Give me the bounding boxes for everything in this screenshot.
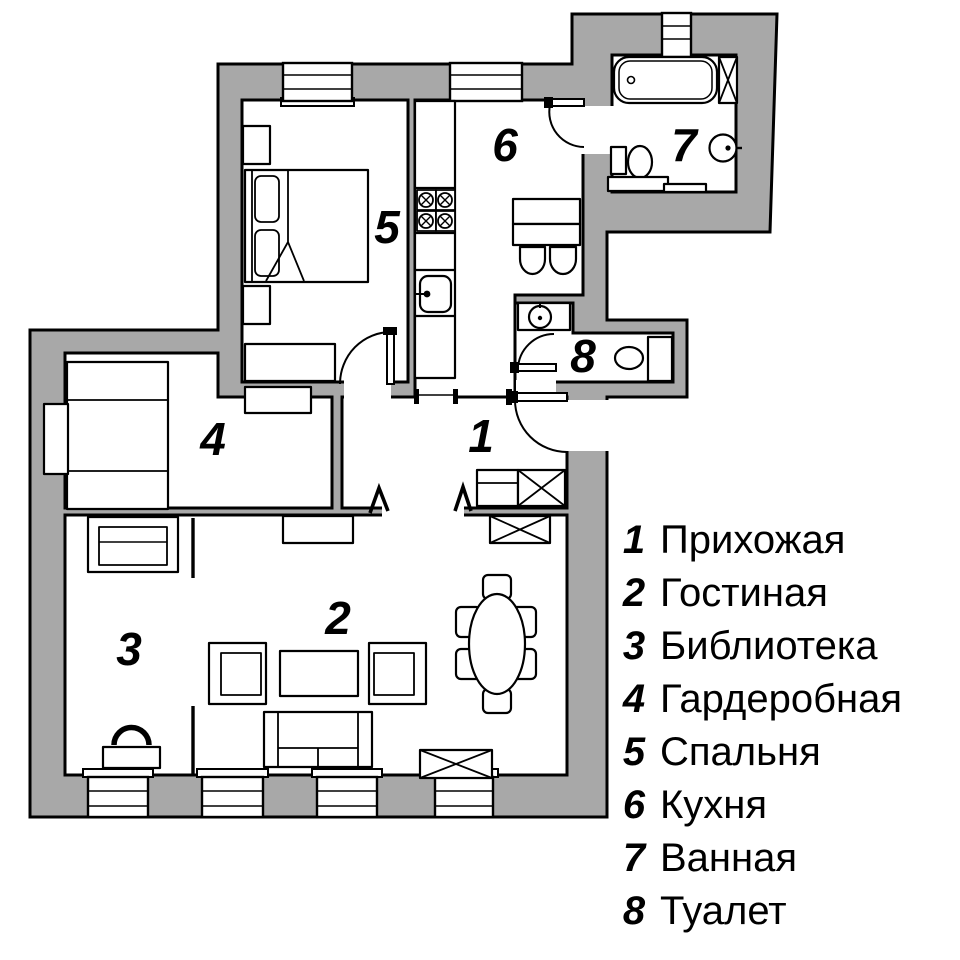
legend-label: Прихожая	[660, 518, 846, 562]
pillow	[255, 176, 279, 222]
legend-label: Туалет	[660, 889, 787, 933]
bedroom-window	[281, 63, 354, 106]
washbasin-drain	[538, 316, 542, 320]
armchair	[209, 643, 266, 704]
kitchen-window	[450, 63, 522, 101]
bedroom-door-opening	[344, 379, 391, 399]
legend-number: 3	[622, 624, 646, 668]
room-number-toilet: 8	[570, 330, 596, 382]
legend-number: 1	[622, 518, 646, 562]
cabinet-x	[719, 57, 737, 103]
nightstand	[243, 286, 270, 324]
legend-label: Гостиная	[660, 571, 828, 615]
legend-item	[618, 677, 902, 730]
legend-label: Библиотека	[660, 624, 878, 668]
corridor-opening	[418, 392, 455, 401]
bathroom-door-opening	[581, 106, 615, 154]
hall-living-opening	[382, 505, 464, 518]
chair	[550, 247, 576, 274]
dining-set	[456, 575, 536, 713]
living-window-2	[312, 769, 382, 817]
legend-label: Гардеробная	[660, 677, 902, 721]
legend	[618, 518, 902, 942]
living-window-1	[197, 769, 268, 817]
chair	[520, 247, 545, 274]
room-number-wardrobe: 4	[200, 413, 226, 465]
armchair	[369, 643, 426, 704]
toilet-bowl	[615, 347, 643, 369]
bathroom-counter	[608, 177, 668, 191]
room-number-kitchen: 6	[492, 119, 518, 171]
toilet-door	[510, 334, 556, 373]
pillow	[255, 230, 279, 276]
legend-item	[618, 889, 902, 942]
console-table	[283, 516, 353, 543]
legend-label: Спальня	[660, 730, 821, 774]
cabinet-x	[420, 750, 492, 778]
nightstand	[243, 126, 270, 164]
toilet-cistern	[648, 337, 672, 381]
stove	[417, 190, 455, 231]
bedroom-door	[340, 327, 397, 384]
room-number-bedroom: 5	[374, 201, 400, 253]
kitchen-sink	[416, 276, 451, 312]
bedroom-furniture	[243, 126, 368, 381]
closet	[67, 362, 168, 509]
room-number-library: 3	[116, 623, 142, 675]
legend-item	[618, 783, 902, 836]
legend-label: Ванная	[660, 836, 798, 880]
dresser	[245, 387, 311, 413]
kitchen-counter	[415, 101, 455, 378]
desk	[103, 747, 160, 768]
bathtub-drain	[628, 77, 635, 84]
legend-number: 4	[622, 677, 646, 721]
room-number-living: 2	[325, 592, 351, 644]
legend-number: 8	[622, 889, 646, 933]
bathroom-window	[662, 13, 691, 57]
sofa	[264, 712, 372, 767]
legend-number: 2	[622, 571, 646, 615]
hallway-furniture	[477, 470, 565, 543]
toilet-cistern	[611, 147, 626, 174]
kitchen-table	[513, 224, 580, 245]
entry-door-opening	[563, 400, 611, 451]
bathroom-shelf	[664, 184, 706, 192]
legend-number: 5	[622, 730, 646, 774]
legend-number: 6	[622, 783, 646, 827]
legend-label: Кухня	[660, 783, 768, 827]
toilet-bowl	[628, 146, 652, 178]
dining-table	[469, 594, 525, 694]
legend-number: 7	[622, 836, 646, 880]
hall-cabinet	[477, 470, 518, 506]
room-number-bathroom: 7	[671, 119, 697, 171]
library-window-1	[83, 769, 153, 817]
entry-door	[508, 391, 567, 452]
legend-item	[618, 624, 902, 677]
legend-item	[618, 571, 902, 624]
wardrobe-x	[490, 516, 550, 543]
bathroom-door	[544, 97, 584, 147]
chair	[114, 728, 149, 746]
legend-item	[618, 730, 902, 783]
closet-niche	[44, 404, 68, 474]
bedroom-dresser	[245, 344, 335, 381]
legend-item	[618, 836, 902, 889]
wardrobe-x	[518, 470, 565, 506]
coffee-table	[280, 651, 358, 696]
armchair	[88, 517, 178, 572]
living-room-furniture	[209, 516, 536, 778]
legend-item	[618, 518, 902, 571]
kitchen-table	[513, 199, 580, 224]
room-number-hallway: 1	[468, 410, 494, 462]
